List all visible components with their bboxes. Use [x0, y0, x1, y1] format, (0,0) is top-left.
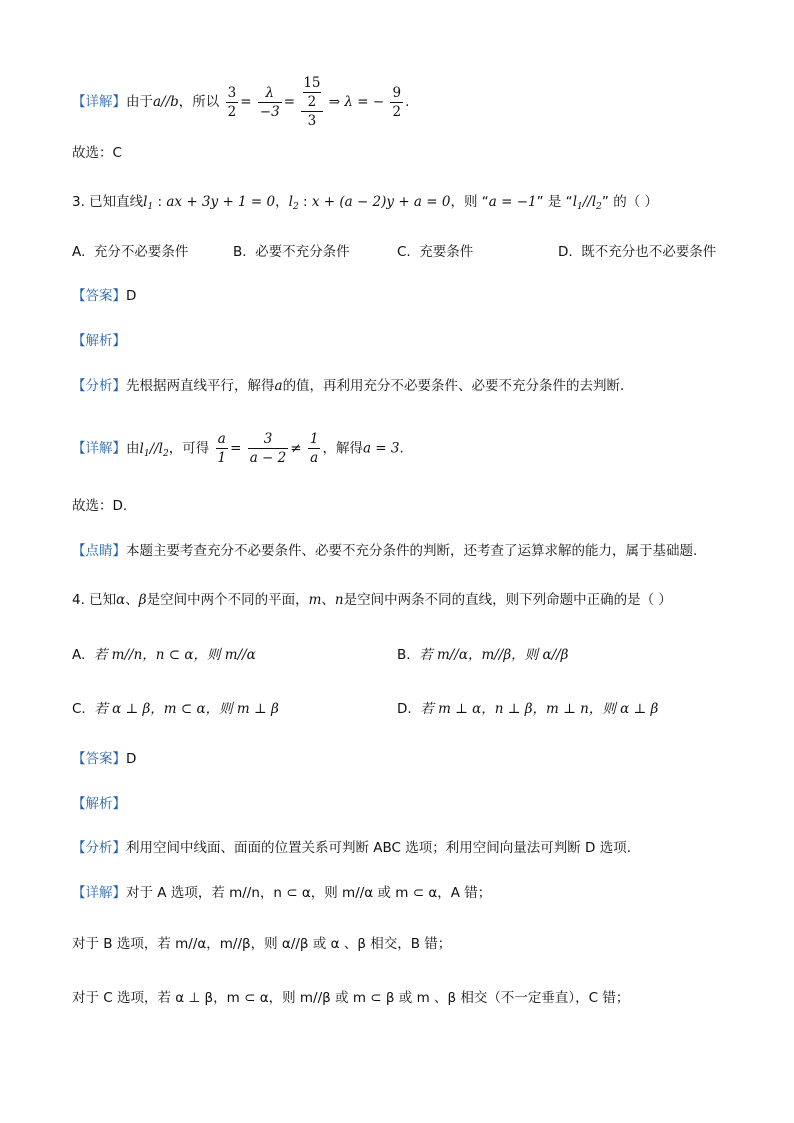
q4-analysis-tag: 【解析】 — [72, 796, 126, 812]
detail-tag: 【详解】 — [72, 94, 126, 110]
q3-choose: 故选：D. — [72, 498, 128, 514]
fraction: $\frac{3}{2}$ — [227, 84, 237, 120]
q4-answer: 【答案】D — [72, 751, 137, 767]
text: ，所以 — [178, 94, 220, 110]
q4-stem: 4. 已知α、β是空间中两个不同的平面，m、n是空间中两条不同的直线，则下列命题中正确的是（ ） — [72, 592, 672, 608]
q4-option-c: C. 若 α ⊥ β，m ⊂ α，则 m ⊥ β — [72, 701, 279, 717]
result: ⇒ λ = − — [328, 94, 385, 110]
q4-detail-b: 对于 B 选项，若 m//α，m//β，则 α//β 或 α 、β 相交，B 错； — [72, 936, 452, 952]
q4-detail-c: 对于 C 选项，若 α ⊥ β，m ⊂ α，则 m//β 或 m ⊂ β 或 m 、β 相交（不一定垂直），C 错； — [72, 990, 630, 1006]
q3-option-c: C. 充要条件 — [397, 244, 474, 260]
q3-answer: 【答案】D — [72, 288, 137, 304]
q3-dianjing: 【点睛】本题主要考查充分不必要条件、必要不充分条件的判断，还考查了运算求解的能力，属于基础题. — [72, 543, 698, 559]
q3-option-d: D. 既不充分也不必要条件 — [558, 244, 717, 260]
fraction: $\frac{9}{2}$ — [392, 84, 402, 120]
q4-detail-a: 【详解】对于 A 选项，若 m//n，n ⊂ α，则 m//α 或 m ⊂ α，A 错； — [72, 885, 492, 901]
q3-analysis-tag: 【解析】 — [72, 333, 126, 349]
q4-option-a: A. 若 m//n，n ⊂ α，则 m//α — [72, 647, 256, 663]
q3-detail: 【详解】由$l_1//l_2$，可得 $\frac{a}{1}$ = $\frac{3}{a - 2}$ ≠ $\frac{1}{a}$ ，解得a = 3. — [72, 431, 404, 466]
vec-a-b: a//b — [153, 94, 179, 110]
q3-option-a: A. 充分不必要条件 — [72, 244, 189, 260]
q3-stem: 3. 已知直线$l_1$ : ax + 3y + 1 = 0，$l_2$ : x + (a − 2)y + a = 0，则 “a = −1” 是 “$l_1//l_2$” 的（ ） — [72, 194, 658, 212]
q3-option-b: B. 必要不充分条件 — [233, 244, 350, 260]
choose-line: 故选：C — [72, 145, 122, 161]
q4-option-d: D. 若 m ⊥ α，n ⊥ β，m ⊥ n，则 α ⊥ β — [397, 701, 659, 717]
text: 由于 — [126, 94, 153, 110]
q4-fenxi: 【分析】利用空间中线面、面面的位置关系可判断 ABC 选项；利用空间向量法可判断 D 选项. — [72, 840, 632, 856]
q3-fenxi: 【分析】先根据两直线平行，解得a的值，再利用充分不必要条件、必要不充分条件的去判断. — [72, 378, 625, 394]
fraction: $\frac{\lambda}{-3}$ — [259, 84, 280, 120]
fraction: 15 2 3 — [303, 75, 321, 129]
q4-option-b: B. 若 m//α，m//β，则 α//β — [397, 647, 569, 663]
detail-line-1: 【详解】由于a//b，所以 $\frac{3}{2}$ = $\frac{\lambda}{-3}$ = 15 2 3 ⇒ λ = − $\frac{9}{2}$ . — [72, 75, 410, 129]
